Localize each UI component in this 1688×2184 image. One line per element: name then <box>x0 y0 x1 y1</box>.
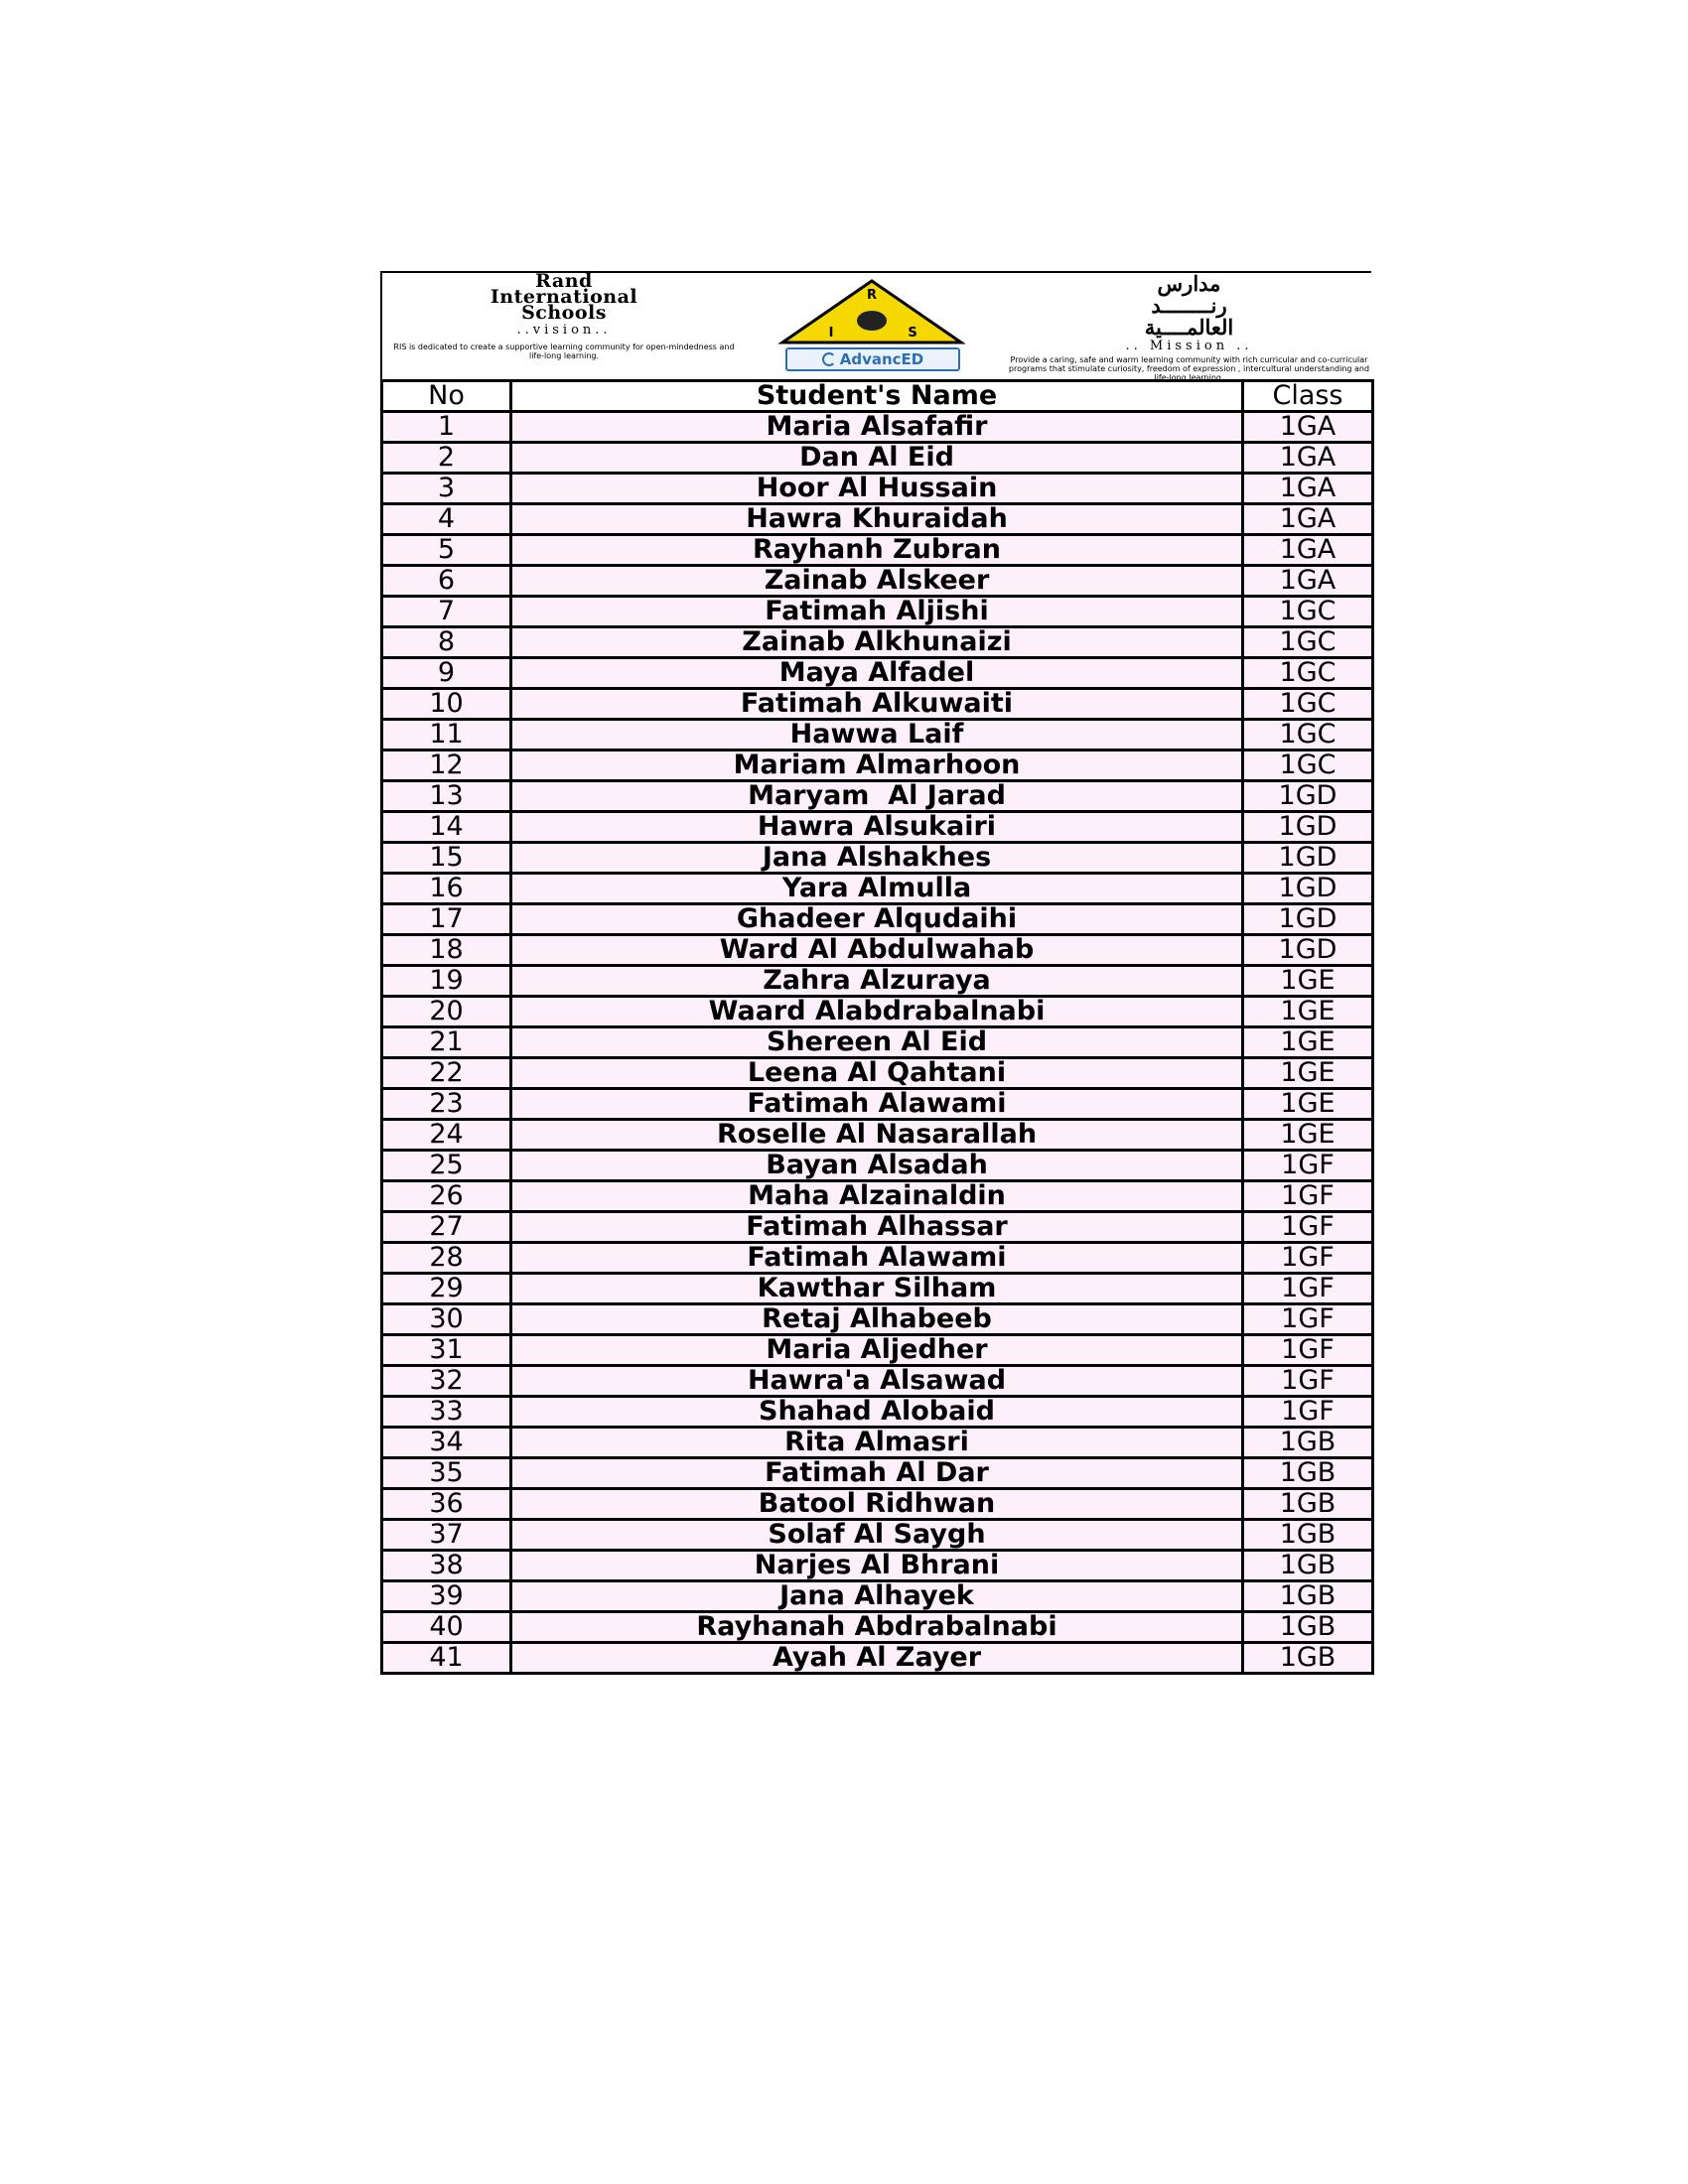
student-name: Fatimah Alhassar <box>511 1212 1243 1243</box>
table-row <box>382 1612 1373 1643</box>
student-name: Yara Almulla <box>511 874 1243 904</box>
table-row <box>382 1551 1373 1581</box>
table-row <box>382 966 1373 997</box>
table-row <box>382 720 1373 751</box>
student-name: Roselle Al Nasarallah <box>511 1120 1243 1151</box>
class-code: 1GA <box>1243 566 1373 597</box>
class-code: 1GB <box>1243 1581 1373 1612</box>
school-name-ar-line: رنــــــــد <box>1151 293 1227 318</box>
student-name: Hawra Alsukairi <box>511 812 1243 843</box>
table-header-row <box>382 381 1373 412</box>
row-number: 30 <box>382 1304 511 1335</box>
student-name: Maya Alfadel <box>511 658 1243 689</box>
table-row <box>382 1643 1373 1674</box>
row-number: 5 <box>382 535 511 566</box>
row-number: 8 <box>382 627 511 658</box>
mission-tagline: .. Mission .. <box>1125 339 1253 353</box>
row-number: 3 <box>382 474 511 504</box>
row-number: 13 <box>382 781 511 812</box>
class-code: 1GB <box>1243 1520 1373 1551</box>
table-row <box>382 689 1373 720</box>
table-row <box>382 1274 1373 1304</box>
row-number: 28 <box>382 1243 511 1274</box>
vision-tagline: ..vision.. <box>516 323 612 338</box>
class-code: 1GC <box>1243 751 1373 781</box>
class-code: 1GA <box>1243 443 1373 474</box>
row-number: 38 <box>382 1551 511 1581</box>
table-row <box>382 1428 1373 1458</box>
row-number: 34 <box>382 1428 511 1458</box>
student-name: Hoor Al Hussain <box>511 474 1243 504</box>
mission-block <box>1008 273 1370 382</box>
table-row <box>382 812 1373 843</box>
row-number: 7 <box>382 597 511 627</box>
table-row <box>382 874 1373 904</box>
class-code: 1GC <box>1243 597 1373 627</box>
logo-letter-i: I <box>828 326 834 341</box>
class-code: 1GE <box>1243 997 1373 1027</box>
row-number: 1 <box>382 412 511 443</box>
school-name-line: International <box>490 286 638 308</box>
table-row <box>382 1520 1373 1551</box>
student-name: Mariam Almarhoon <box>511 751 1243 781</box>
class-code: 1GD <box>1243 812 1373 843</box>
row-number: 16 <box>382 874 511 904</box>
row-number: 22 <box>382 1058 511 1089</box>
student-name: Hawra'a Alsawad <box>511 1366 1243 1397</box>
class-code: 1GF <box>1243 1274 1373 1304</box>
school-logo <box>777 277 966 378</box>
table-row <box>382 1181 1373 1212</box>
accreditation-badge <box>785 347 960 371</box>
table-row <box>382 1489 1373 1520</box>
row-number: 2 <box>382 443 511 474</box>
row-number: 36 <box>382 1489 511 1520</box>
student-name: Hawwa Laif <box>511 720 1243 751</box>
student-name: Rayhanh Zubran <box>511 535 1243 566</box>
vision-statement: RIS is dedicated to create a supportive learning community for open-mindedness and life-long learning. <box>393 342 735 360</box>
school-name-ar-line: العالمــــية <box>1144 315 1234 340</box>
row-number: 18 <box>382 935 511 966</box>
row-number: 19 <box>382 966 511 997</box>
student-name: Jana Alhayek <box>511 1581 1243 1612</box>
class-code: 1GF <box>1243 1304 1373 1335</box>
class-code: 1GD <box>1243 843 1373 874</box>
row-number: 27 <box>382 1212 511 1243</box>
row-number: 40 <box>382 1612 511 1643</box>
table-row <box>382 504 1373 535</box>
row-number: 35 <box>382 1458 511 1489</box>
class-code: 1GB <box>1243 1643 1373 1674</box>
row-number: 9 <box>382 658 511 689</box>
student-name: Hawra Khuraidah <box>511 504 1243 535</box>
mission-statement: Provide a caring, safe and warm learning community with rich curricular and co-curricular programs that stimulate curiosity, freedom of expression , intercultural understanding and life-long learning. <box>1008 355 1370 382</box>
row-number: 32 <box>382 1366 511 1397</box>
student-name: Fatimah Alawami <box>511 1089 1243 1120</box>
class-code: 1GA <box>1243 535 1373 566</box>
student-name: Ward Al Abdulwahab <box>511 935 1243 966</box>
table-row <box>382 1089 1373 1120</box>
row-number: 12 <box>382 751 511 781</box>
row-number: 23 <box>382 1089 511 1120</box>
table-row <box>382 904 1373 935</box>
class-code: 1GE <box>1243 1027 1373 1058</box>
table-row <box>382 627 1373 658</box>
student-name: Shereen Al Eid <box>511 1027 1243 1058</box>
class-code: 1GF <box>1243 1181 1373 1212</box>
student-name: Maryam Al Jarad <box>511 781 1243 812</box>
student-name: Maria Aljedher <box>511 1335 1243 1366</box>
triangle-logo-icon <box>777 277 966 348</box>
table-row <box>382 1397 1373 1428</box>
student-name: Ghadeer Alqudaihi <box>511 904 1243 935</box>
table-row <box>382 843 1373 874</box>
table-row <box>382 443 1373 474</box>
class-code: 1GD <box>1243 874 1373 904</box>
student-name: Fatimah Aljishi <box>511 597 1243 627</box>
row-number: 6 <box>382 566 511 597</box>
school-name-line: Rand <box>535 270 593 292</box>
table-row <box>382 1058 1373 1089</box>
table-row <box>382 1458 1373 1489</box>
roster-body <box>382 412 1373 1674</box>
class-code: 1GA <box>1243 412 1373 443</box>
class-code: 1GD <box>1243 904 1373 935</box>
row-number: 39 <box>382 1581 511 1612</box>
student-name: Maha Alzainaldin <box>511 1181 1243 1212</box>
student-name: Solaf Al Saygh <box>511 1520 1243 1551</box>
student-name: Bayan Alsadah <box>511 1151 1243 1181</box>
class-code: 1GD <box>1243 935 1373 966</box>
row-number: 4 <box>382 504 511 535</box>
accreditation-label: AdvancED <box>839 350 924 368</box>
table-row <box>382 1243 1373 1274</box>
class-code: 1GC <box>1243 658 1373 689</box>
row-number: 21 <box>382 1027 511 1058</box>
student-name: Retaj Alhabeeb <box>511 1304 1243 1335</box>
student-name: Kawthar Silham <box>511 1274 1243 1304</box>
table-row <box>382 1212 1373 1243</box>
class-code: 1GD <box>1243 781 1373 812</box>
class-code: 1GF <box>1243 1151 1373 1181</box>
row-number: 11 <box>382 720 511 751</box>
table-row <box>382 1335 1373 1366</box>
table-row <box>382 1366 1373 1397</box>
student-name: Batool Ridhwan <box>511 1489 1243 1520</box>
class-code: 1GC <box>1243 627 1373 658</box>
class-code: 1GF <box>1243 1366 1373 1397</box>
table-row <box>382 1581 1373 1612</box>
row-number: 25 <box>382 1151 511 1181</box>
student-name: Zainab Alskeer <box>511 566 1243 597</box>
class-code: 1GF <box>1243 1397 1373 1428</box>
row-number: 15 <box>382 843 511 874</box>
student-name: Jana Alshakhes <box>511 843 1243 874</box>
class-code: 1GE <box>1243 966 1373 997</box>
table-row <box>382 1151 1373 1181</box>
student-name: Narjes Al Bhrani <box>511 1551 1243 1581</box>
table-row <box>382 597 1373 627</box>
student-name: Zahra Alzuraya <box>511 966 1243 997</box>
class-code: 1GF <box>1243 1335 1373 1366</box>
table-row <box>382 781 1373 812</box>
student-name: Rita Almasri <box>511 1428 1243 1458</box>
row-number: 20 <box>382 997 511 1027</box>
student-name: Waard Alabdrabalnabi <box>511 997 1243 1027</box>
student-name: Fatimah Al Dar <box>511 1458 1243 1489</box>
table-row <box>382 1027 1373 1058</box>
table-row <box>382 474 1373 504</box>
logo-letter-s: S <box>908 326 917 341</box>
table-row <box>382 412 1373 443</box>
row-number: 24 <box>382 1120 511 1151</box>
class-code: 1GB <box>1243 1428 1373 1458</box>
class-code: 1GB <box>1243 1612 1373 1643</box>
class-code: 1GE <box>1243 1058 1373 1089</box>
row-number: 26 <box>382 1181 511 1212</box>
row-number: 37 <box>382 1520 511 1551</box>
row-number: 17 <box>382 904 511 935</box>
class-code: 1GB <box>1243 1551 1373 1581</box>
class-code: 1GC <box>1243 689 1373 720</box>
school-name-ar-line: مدارس <box>1157 271 1221 296</box>
table-row <box>382 1304 1373 1335</box>
student-name: Rayhanah Abdrabalnabi <box>511 1612 1243 1643</box>
row-number: 33 <box>382 1397 511 1428</box>
school-name-line: Schools <box>521 302 607 324</box>
student-name: Ayah Al Zayer <box>511 1643 1243 1674</box>
class-code: 1GA <box>1243 504 1373 535</box>
row-number: 41 <box>382 1643 511 1674</box>
student-name: Maria Alsafafir <box>511 412 1243 443</box>
accreditation-swirl-icon <box>822 352 836 366</box>
row-number: 10 <box>382 689 511 720</box>
student-name: Fatimah Alawami <box>511 1243 1243 1274</box>
column-header-student-name: Student's Name <box>511 381 1243 412</box>
table-row <box>382 535 1373 566</box>
student-name: Leena Al Qahtani <box>511 1058 1243 1089</box>
column-header-class: Class <box>1243 381 1373 412</box>
student-name: Fatimah Alkuwaiti <box>511 689 1243 720</box>
class-code: 1GF <box>1243 1212 1373 1243</box>
class-code: 1GE <box>1243 1120 1373 1151</box>
row-number: 14 <box>382 812 511 843</box>
class-code: 1GB <box>1243 1489 1373 1520</box>
globe-icon <box>857 311 887 331</box>
class-code: 1GF <box>1243 1243 1373 1274</box>
table-row <box>382 997 1373 1027</box>
class-code: 1GB <box>1243 1458 1373 1489</box>
class-code: 1GA <box>1243 474 1373 504</box>
student-name: Dan Al Eid <box>511 443 1243 474</box>
vision-block <box>390 270 738 360</box>
row-number: 29 <box>382 1274 511 1304</box>
class-code: 1GC <box>1243 720 1373 751</box>
school-header-banner <box>380 270 1371 382</box>
roster-sheet <box>380 271 1371 1675</box>
student-name: Zainab Alkhunaizi <box>511 627 1243 658</box>
table-row <box>382 1120 1373 1151</box>
column-header-no: No <box>382 381 511 412</box>
logo-letter-r: R <box>866 288 878 303</box>
table-row <box>382 658 1373 689</box>
table-row <box>382 935 1373 966</box>
class-code: 1GE <box>1243 1089 1373 1120</box>
student-name: Shahad Alobaid <box>511 1397 1243 1428</box>
table-row <box>382 566 1373 597</box>
table-row <box>382 751 1373 781</box>
student-roster-table <box>380 379 1374 1675</box>
row-number: 31 <box>382 1335 511 1366</box>
